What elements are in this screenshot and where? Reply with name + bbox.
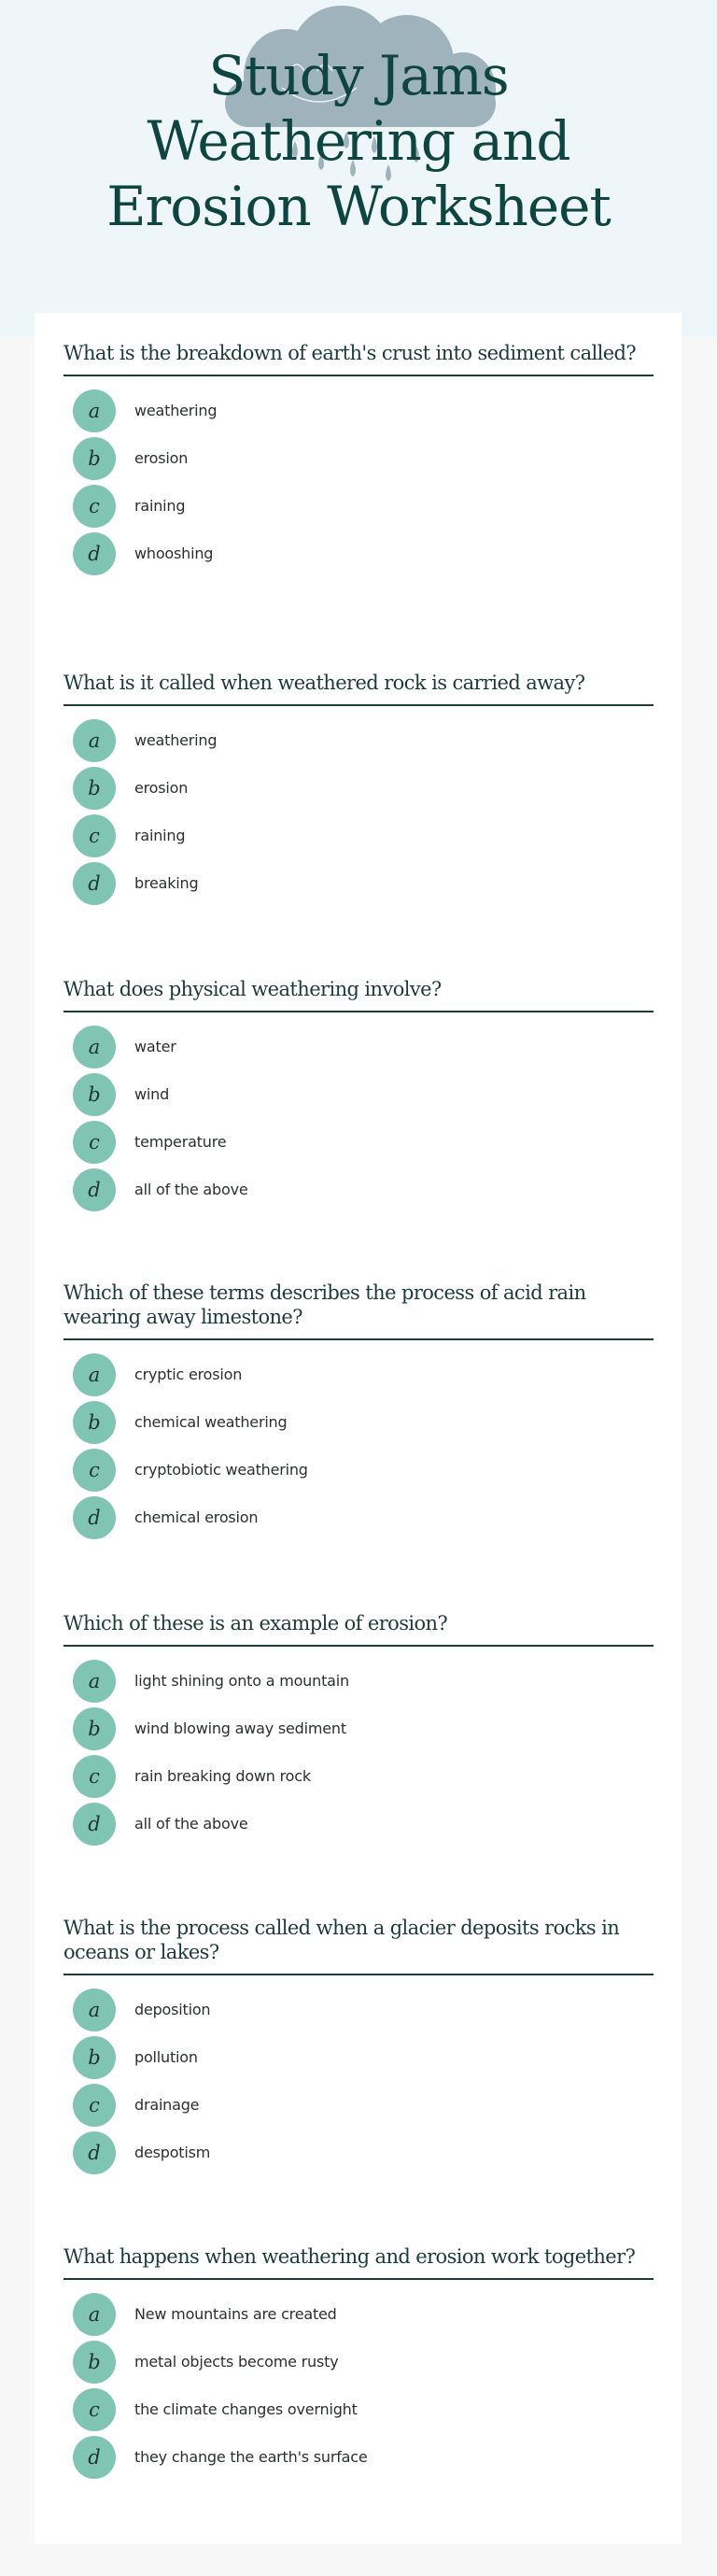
option-b[interactable] — [63, 764, 654, 812]
letter-badge: d — [73, 1496, 116, 1539]
option-c[interactable] — [63, 2081, 654, 2129]
option-text: rain breaking down rock — [134, 1767, 311, 1785]
option-a[interactable] — [63, 716, 654, 764]
option-a[interactable] — [63, 1986, 654, 2033]
question-4 — [63, 1281, 654, 1541]
option-list — [63, 1351, 654, 1541]
option-d[interactable] — [63, 2433, 654, 2481]
letter-badge: a — [73, 2293, 116, 2336]
option-text: metal objects become rusty — [134, 2353, 339, 2371]
option-list — [63, 1023, 654, 1213]
option-text: cryptobiotic weathering — [134, 1461, 308, 1479]
option-a[interactable] — [63, 1351, 654, 1398]
option-text: pollution — [134, 2048, 198, 2066]
question-text: What is the breakdown of earth's crust into sediment called? — [63, 341, 654, 376]
question-text: Which of these terms describes the process of acid rain wearing away limestone? — [63, 1281, 654, 1340]
title-line: Erosion Worksheet — [106, 175, 611, 238]
question-3 — [63, 977, 654, 1213]
question-text: What is it called when weathered rock is carried away? — [63, 671, 654, 706]
option-text: drainage — [134, 2096, 200, 2114]
letter-badge: d — [73, 1168, 116, 1211]
letter-badge: a — [73, 1353, 116, 1396]
option-text: the climate changes overnight — [134, 2400, 358, 2418]
question-text: Which of these is an example of erosion? — [63, 1611, 654, 1647]
letter-badge: b — [73, 1707, 116, 1750]
letter-badge: d — [73, 862, 116, 905]
option-c[interactable] — [63, 1446, 654, 1493]
option-text: chemical erosion — [134, 1508, 259, 1526]
letter-badge: b — [73, 767, 116, 810]
option-text: they change the earth's surface — [134, 2448, 368, 2466]
option-a[interactable] — [63, 2290, 654, 2338]
letter-badge: b — [73, 2341, 116, 2384]
title-line: Weathering and — [147, 109, 570, 173]
option-text: water — [134, 1038, 176, 1055]
option-list — [63, 2290, 654, 2481]
option-text: temperature — [134, 1133, 227, 1151]
letter-badge: c — [73, 1755, 116, 1798]
page-title — [0, 43, 717, 239]
option-b[interactable] — [63, 1070, 654, 1118]
question-2 — [63, 671, 654, 907]
option-c[interactable] — [63, 812, 654, 859]
option-text: weathering — [134, 402, 218, 419]
letter-badge: c — [73, 814, 116, 857]
letter-badge: a — [73, 1026, 116, 1069]
option-list — [63, 387, 654, 577]
option-list — [63, 716, 654, 907]
option-c[interactable] — [63, 482, 654, 530]
option-text: wind blowing away sediment — [134, 1720, 346, 1737]
letter-badge: c — [73, 1121, 116, 1164]
option-text: whooshing — [134, 545, 214, 562]
option-a[interactable] — [63, 1657, 654, 1705]
option-text: raining — [134, 497, 186, 515]
option-text: New mountains are created — [134, 2305, 337, 2323]
option-text: all of the above — [134, 1181, 248, 1198]
option-text: cryptic erosion — [134, 1366, 243, 1383]
question-1 — [63, 341, 654, 577]
letter-badge: d — [73, 532, 116, 575]
option-a[interactable] — [63, 1023, 654, 1070]
option-c[interactable] — [63, 2385, 654, 2433]
letter-badge: a — [73, 719, 116, 762]
option-text: deposition — [134, 2001, 211, 2018]
option-d[interactable] — [63, 2129, 654, 2176]
option-text: erosion — [134, 779, 189, 797]
option-text: light shining onto a mountain — [134, 1672, 349, 1690]
option-b[interactable] — [63, 2338, 654, 2385]
worksheet-card — [35, 313, 682, 2544]
letter-badge: a — [73, 1989, 116, 2031]
option-text: breaking — [134, 874, 199, 892]
question-text: What happens when weathering and erosion work together? — [63, 2244, 654, 2280]
option-text: despotism — [134, 2144, 211, 2161]
letter-badge: a — [73, 389, 116, 432]
question-7 — [63, 2244, 654, 2481]
option-text: erosion — [134, 449, 189, 467]
option-d[interactable] — [63, 1166, 654, 1213]
option-list — [63, 1657, 654, 1847]
option-a[interactable] — [63, 387, 654, 434]
question-text: What is the process called when a glacier deposits rocks in oceans or lakes? — [63, 1916, 654, 1975]
letter-badge: c — [73, 485, 116, 528]
option-d[interactable] — [63, 859, 654, 907]
letter-badge: c — [73, 2084, 116, 2127]
option-text: raining — [134, 827, 186, 844]
option-text: all of the above — [134, 1815, 248, 1833]
letter-badge: b — [73, 437, 116, 480]
letter-badge: c — [73, 1449, 116, 1492]
letter-badge: b — [73, 2036, 116, 2079]
letter-badge: d — [73, 2436, 116, 2479]
option-text: wind — [134, 1085, 170, 1103]
option-text: weathering — [134, 731, 218, 749]
option-d[interactable] — [63, 1493, 654, 1541]
letter-badge: b — [73, 1073, 116, 1116]
option-b[interactable] — [63, 1398, 654, 1446]
letter-badge: a — [73, 1660, 116, 1703]
option-text: chemical weathering — [134, 1413, 288, 1431]
option-d[interactable] — [63, 1800, 654, 1847]
option-list — [63, 1986, 654, 2176]
option-b[interactable] — [63, 1705, 654, 1752]
letter-badge: d — [73, 2131, 116, 2174]
question-5 — [63, 1611, 654, 1847]
option-d[interactable] — [63, 530, 654, 577]
letter-badge: b — [73, 1401, 116, 1444]
option-b[interactable] — [63, 2033, 654, 2081]
letter-badge: d — [73, 1803, 116, 1846]
title-line: Study Jams — [208, 44, 509, 107]
letter-badge: c — [73, 2388, 116, 2431]
option-b[interactable] — [63, 434, 654, 482]
option-c[interactable] — [63, 1118, 654, 1166]
question-6 — [63, 1916, 654, 2176]
question-text: What does physical weathering involve? — [63, 977, 654, 1012]
option-c[interactable] — [63, 1752, 654, 1800]
